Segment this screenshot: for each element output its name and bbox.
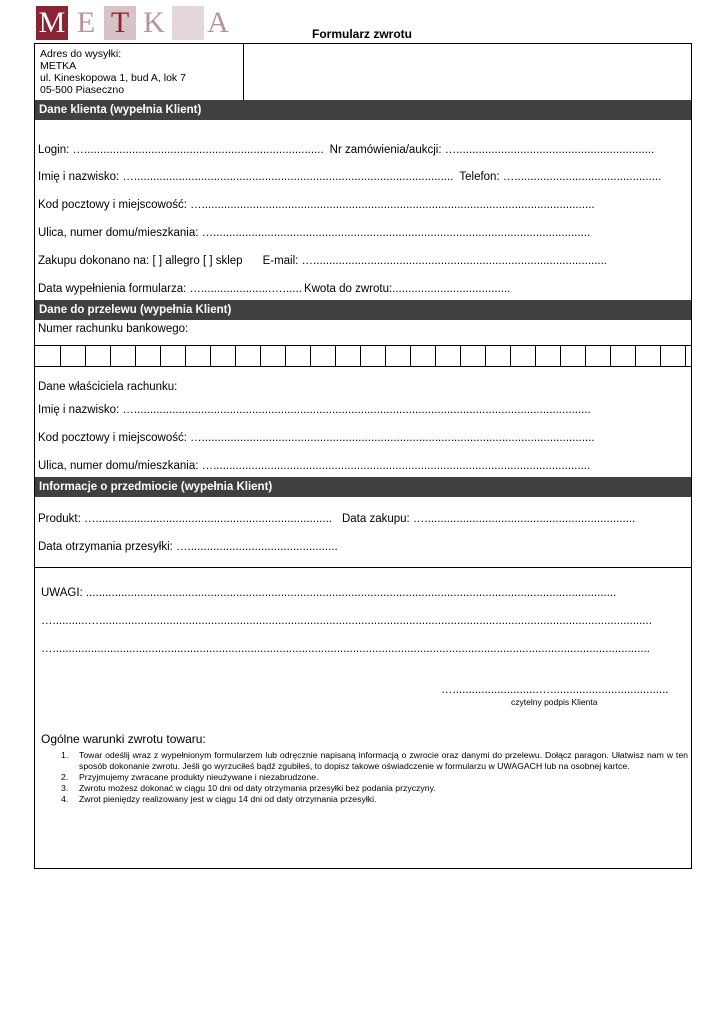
- account-digit-box[interactable]: [136, 346, 161, 366]
- terms-item-number: 2.: [61, 772, 69, 782]
- address-street: ul. Kineskopowa 1, bud A, lok 7: [40, 72, 186, 84]
- terms-item-number: 4.: [61, 794, 69, 804]
- section-header-transfer: Dane do przelewu (wypełnia Klient): [35, 300, 691, 320]
- notes-line[interactable]: …...........….............................................................................................................................................................................: [41, 615, 652, 627]
- company-logo: [36, 6, 229, 40]
- account-digit-box[interactable]: [36, 346, 61, 366]
- logo-letter: A: [207, 6, 229, 39]
- account-digit-box[interactable]: [61, 346, 86, 366]
- logo-letter: E: [70, 6, 102, 40]
- terms-title: Ogólne warunki zwrotu towaru:: [41, 732, 206, 746]
- signature-line[interactable]: …...........................….....................................: [441, 684, 669, 696]
- postal-code-field[interactable]: Kod pocztowy i miejscowość: …...........................................................................................................................: [38, 199, 595, 211]
- login-label: Login: …...........................................................................: [38, 144, 324, 156]
- account-digit-box[interactable]: [186, 346, 211, 366]
- received-date-field[interactable]: Data otrzymania przesyłki: …...............................................: [38, 541, 338, 553]
- terms-item: [61, 772, 688, 783]
- account-digit-box[interactable]: [386, 346, 411, 366]
- product-field[interactable]: [38, 513, 635, 525]
- address-company: METKA: [40, 60, 77, 72]
- section-divider: [35, 567, 691, 568]
- full-name-field[interactable]: [38, 171, 661, 183]
- document-title: Formularz zwrotu: [312, 27, 413, 41]
- logo-letter: T: [104, 6, 136, 40]
- account-digit-box[interactable]: [586, 346, 611, 366]
- account-digit-box[interactable]: [261, 346, 286, 366]
- account-digit-box[interactable]: [561, 346, 586, 366]
- date-filled-label: Data wypełnienia formularza: …......................…......: [38, 283, 302, 295]
- signature-caption: czytelny podpis Klienta: [511, 697, 598, 707]
- account-digit-box[interactable]: [111, 346, 136, 366]
- login-field[interactable]: [38, 144, 654, 156]
- account-digit-box[interactable]: [161, 346, 186, 366]
- product-label: Produkt: …..........................................................................: [38, 513, 332, 525]
- section-header-item: Informacje o przedmiocie (wypełnia Klient): [35, 477, 691, 497]
- terms-item: [61, 794, 688, 805]
- terms-item-text: Towar odeślij wraz z wypełnionym formularzem lub odręcznie napisaną informacją o zwrocie oraz danymi do przelewu. Dołącz paragon. Ułatwisz nam w ten sposób dokonanie zwrotu. Jeśli go wyrzuciłeś bądź zgubiłeś, to dopisz takowe oświadczenie w formularzu w UWAGACH lub na osobnej kartce.: [79, 750, 688, 771]
- terms-item: [61, 783, 688, 794]
- notes-line[interactable]: …...........................................................................................................................................................................................: [41, 643, 650, 655]
- account-digit-box[interactable]: [286, 346, 311, 366]
- terms-item-number: 3.: [61, 783, 69, 793]
- notes-field[interactable]: UWAGI: ......................................................................................................................................................................: [41, 587, 617, 599]
- owner-name-field[interactable]: Imię i nazwisko: …...............................................................................................................................................: [38, 404, 591, 416]
- address-city: 05-500 Piaseczno: [40, 84, 125, 96]
- owner-street-field[interactable]: Ulica, numer domu/mieszkania: …......................................................................................................................: [38, 460, 591, 472]
- logo-ornament: [172, 6, 204, 40]
- account-digit-box[interactable]: [336, 346, 361, 366]
- phone-field[interactable]: Telefon: …..............................................: [459, 171, 662, 183]
- account-digit-box[interactable]: [86, 346, 111, 366]
- account-digit-box[interactable]: [536, 346, 561, 366]
- account-digit-box[interactable]: [511, 346, 536, 366]
- street-field[interactable]: Ulica, numer domu/mieszkania: …......................................................................................................................: [38, 227, 591, 239]
- account-owner-label: Dane właściciela rachunku:: [38, 381, 178, 393]
- terms-item-text: Przyjmujemy zwracane produkty nieużywane i niezabrudzone.: [79, 772, 319, 782]
- shipping-address: [35, 44, 244, 100]
- logo-letter: M: [36, 6, 68, 40]
- purchase-date-field[interactable]: Data zakupu: …..................................................................: [341, 513, 636, 525]
- owner-postal-field[interactable]: Kod pocztowy i miejscowość: …...........................................................................................................................: [38, 432, 595, 444]
- account-digit-box[interactable]: [486, 346, 511, 366]
- refund-amount-field[interactable]: Kwota do zwrotu:.....................................: [303, 283, 511, 295]
- full-name-label: Imię i nazwisko: …....................................................................................................: [38, 171, 454, 183]
- account-number-boxes[interactable]: [35, 345, 691, 367]
- account-digit-box[interactable]: [461, 346, 486, 366]
- section-header-client: Dane klienta (wypełnia Klient): [35, 100, 691, 120]
- terms-item-text: Zwrotu możesz dokonać w ciągu 10 dni od daty otrzymania przesyłki bez podania przyczyny.: [79, 783, 436, 793]
- account-digit-box[interactable]: [661, 346, 686, 366]
- account-digit-box[interactable]: [636, 346, 661, 366]
- account-digit-box[interactable]: [311, 346, 336, 366]
- terms-list: [61, 750, 688, 805]
- terms-item-text: Zwrot pieniędzy realizowany jest w ciągu 14 dni od daty otrzymania przesyłki.: [79, 794, 377, 804]
- logo-letter: K: [138, 6, 170, 40]
- account-digit-box[interactable]: [236, 346, 261, 366]
- date-filled-field[interactable]: [38, 283, 510, 295]
- terms-item: [61, 750, 688, 772]
- email-field[interactable]: E-mail: …............................................................................................: [262, 255, 607, 267]
- terms-item-number: 1.: [61, 750, 69, 760]
- account-number-label: Numer rachunku bankowego:: [38, 323, 189, 335]
- order-number-field[interactable]: Nr zamówienia/aukcji: …..............................................................: [329, 144, 655, 156]
- account-digit-box[interactable]: [361, 346, 386, 366]
- account-digit-box[interactable]: [611, 346, 636, 366]
- account-digit-box[interactable]: [436, 346, 461, 366]
- return-form: [34, 43, 692, 869]
- purchase-channel-label[interactable]: Zakupu dokonano na: [ ] allegro [ ] sklep: [38, 255, 243, 267]
- address-label: Adres do wysyłki:: [40, 48, 122, 60]
- account-digit-box[interactable]: [211, 346, 236, 366]
- purchase-channel-field[interactable]: [38, 255, 607, 267]
- account-digit-box[interactable]: [411, 346, 436, 366]
